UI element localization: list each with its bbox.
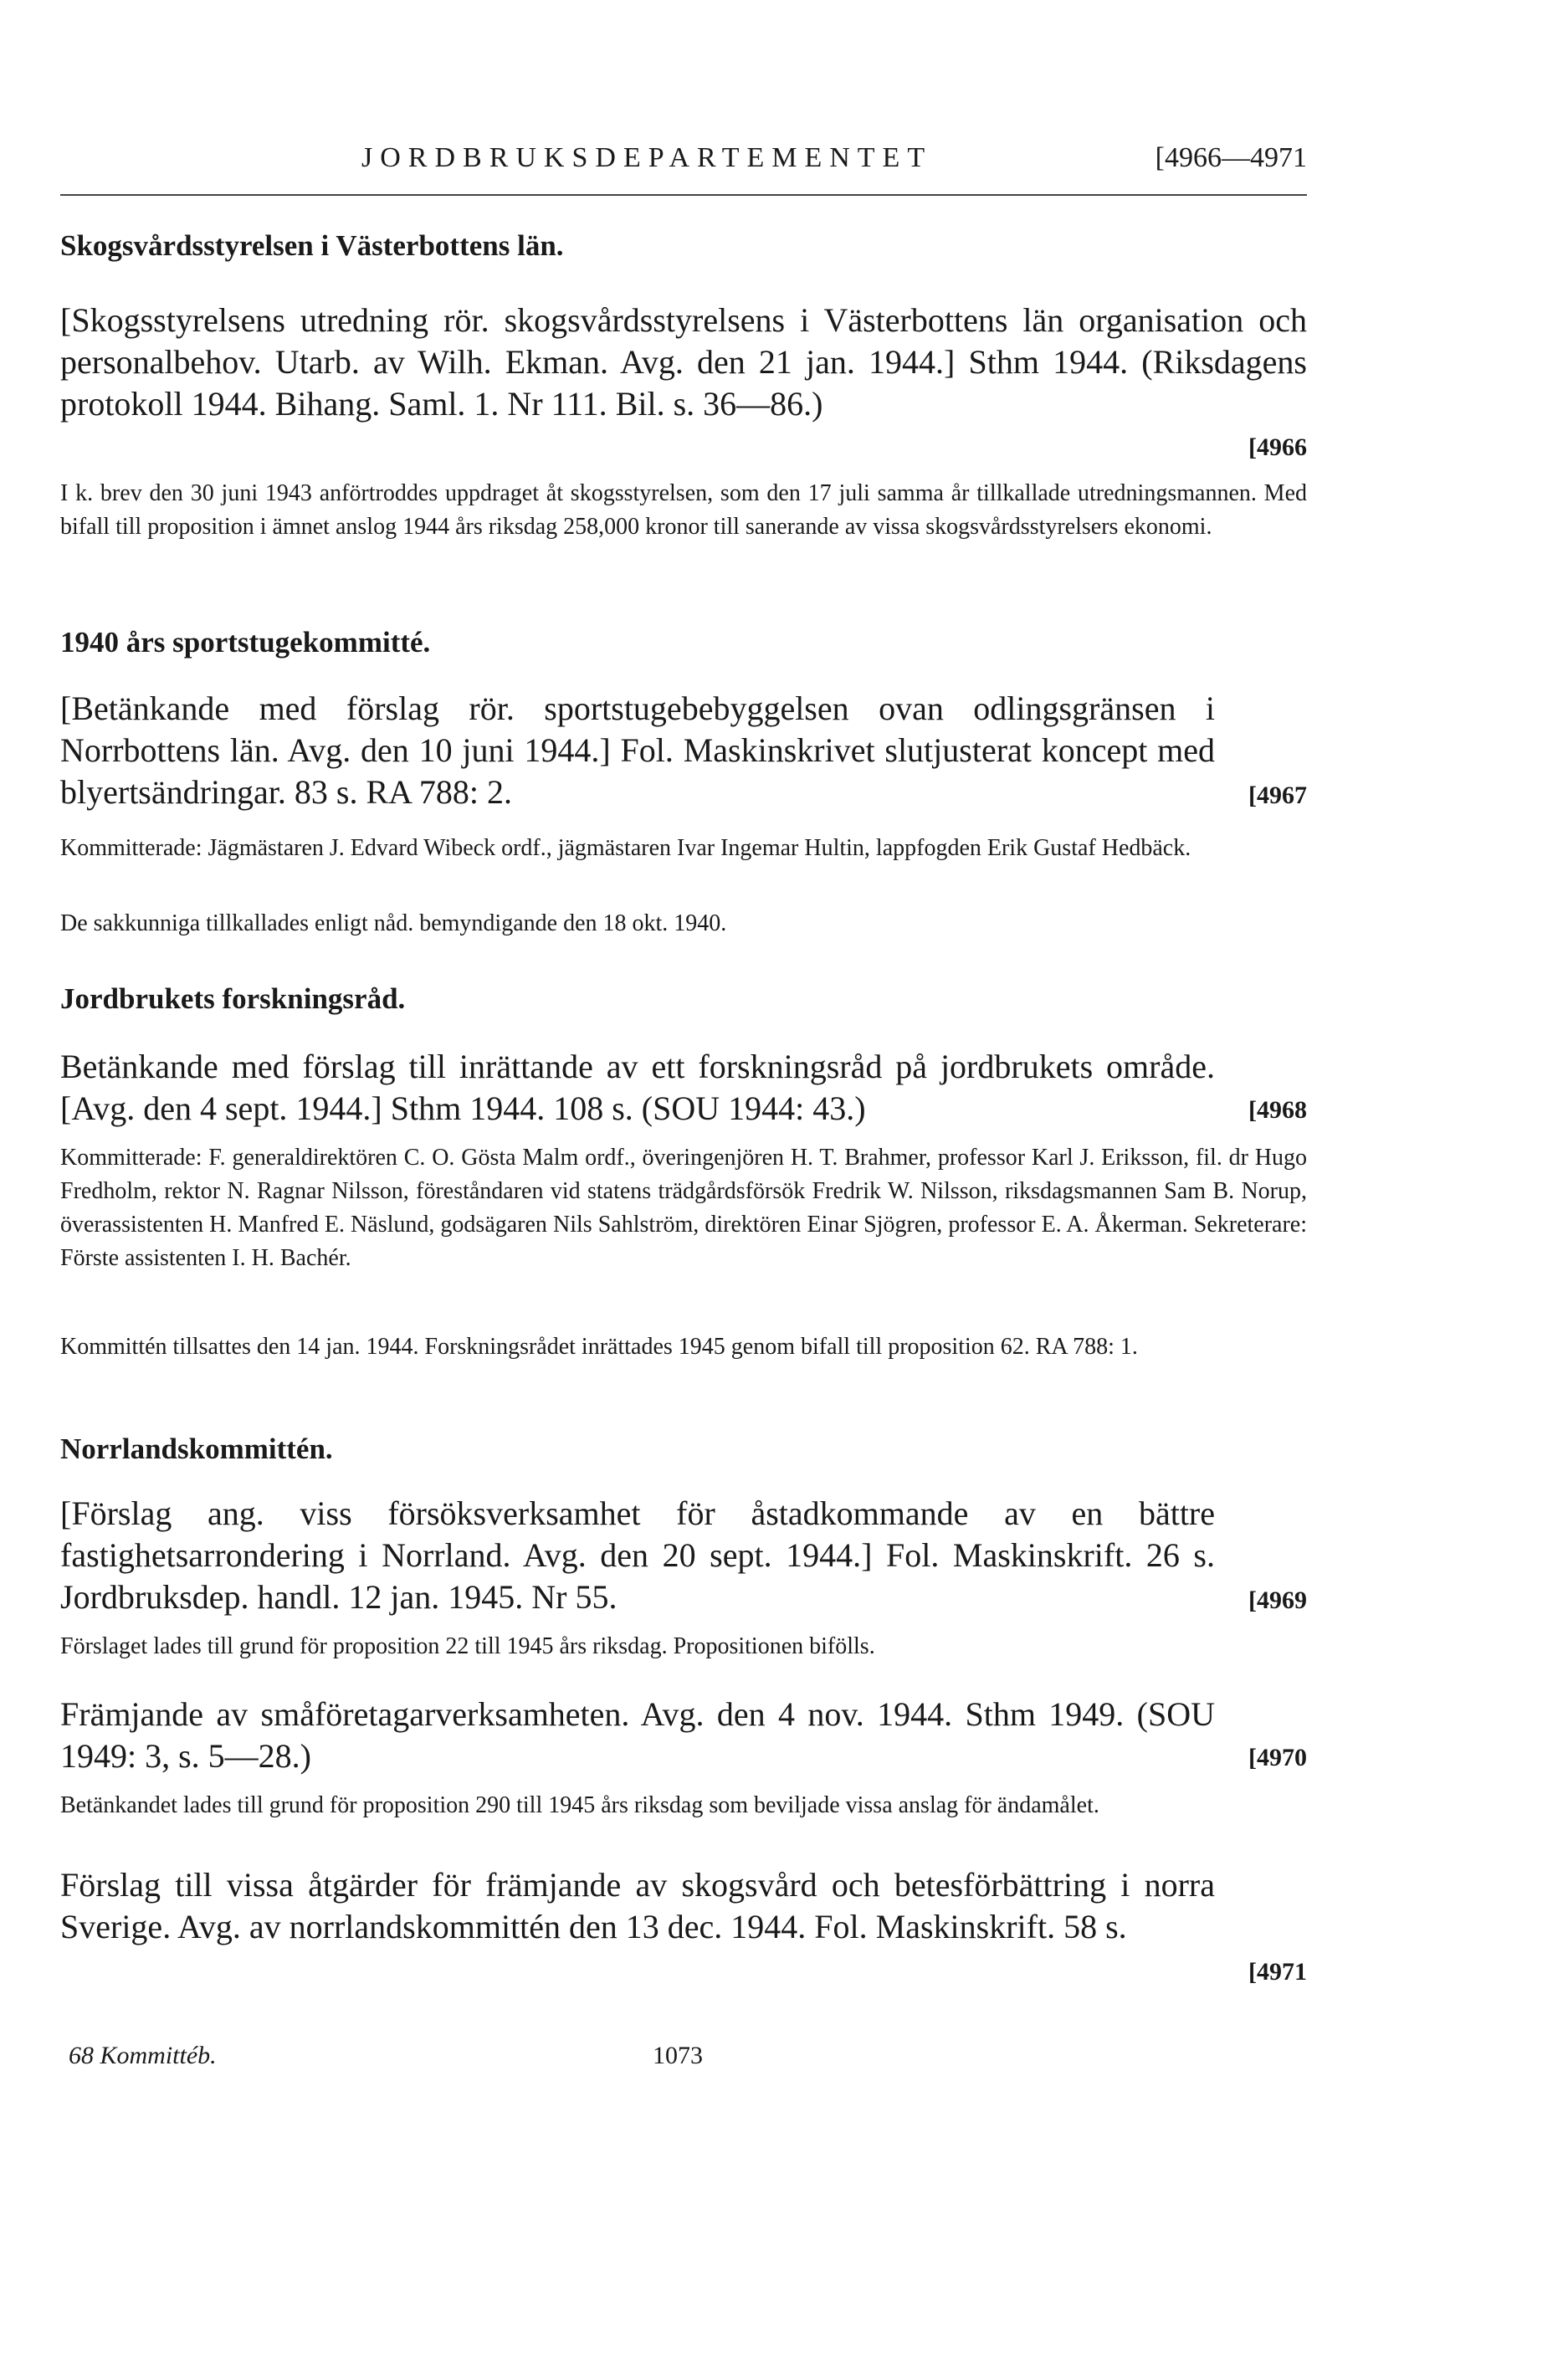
- entry-ref-4971: [4971: [1248, 1958, 1307, 1986]
- entry-note-4970: Betänkandet lades till grund för proposition 290 till 1945 års riksdag som beviljade vissa anslag för ändamålet.: [60, 1792, 1099, 1818]
- entry-note-4968-members: Kommitterade: F. generaldirektören C. O. Gösta Malm ordf., överingenjören H. T. Brahmer, professor Karl J. Eriksson, fil. dr Hugo Fredholm, rektor N. Ragnar Nilsson, föreståndaren vid statens trädgårdsförsök Fredrik W. Nilsson, riksdagsmannen Sam B. Norup, överassistenten H. Manfred E. Näslund, godsägaren Nils Sahlström, direktören Einar Sjögren, professor E. A. Åkerman. Sekreterare: Förste assistenten I. H. Bachér.: [60, 1145, 1307, 1271]
- entry-range: [4966—4971: [1155, 142, 1307, 173]
- entry-ref-4966: [4966: [1248, 433, 1307, 461]
- page-footer: [60, 2042, 1307, 2084]
- section-heading-norrlandskommitten: Norrlandskommittén.: [60, 1433, 333, 1465]
- entry-ref-4968: [4968: [1248, 1096, 1307, 1124]
- running-title: JORDBRUKSDEPARTEMENTET: [361, 142, 933, 173]
- entry-note-4966: I k. brev den 30 juni 1943 anförtroddes uppdraget åt skogsstyrelsen, som den 17 juli samma år tillkallade utredningsmannen. Med bifall till proposition i ämnet anslog 1944 års riksdag 258,000 kronor till sanerande av vissa skogsvårdsstyrelsers ekonomi.: [60, 480, 1307, 540]
- entry-note-4967-appointment: De sakkunniga tillkallades enligt nåd. bemyndigande den 18 okt. 1940.: [60, 910, 727, 936]
- section-heading-sportstugekommitte: 1940 års sportstugekommitté.: [60, 626, 431, 659]
- entry-title-4967: [Betänkande med förslag rör. sportstugebebyggelsen ovan odlingsgränsen i Norrbottens län. Avg. den 10 juni 1944.] Fol. Maskinskrivet slutjusterat koncept med blyertsändringar. 83 s. RA 788: 2.: [60, 689, 1215, 811]
- entry-title-4971: Förslag till vissa åtgärder för främjande av skogsvård och betesförbättring i norra Sverige. Avg. av norrlandskommittén den 13 dec. 1944. Fol. Maskinskrift. 58 s.: [60, 1866, 1215, 1945]
- entry-note-4969: Förslaget lades till grund för proposition 22 till 1945 års riksdag. Propositionen bifölls.: [60, 1633, 875, 1659]
- section-heading-forskningsrad: Jordbrukets forskningsråd.: [60, 982, 406, 1015]
- entry-title-4969: [Förslag ang. viss försöksverksamhet för åstadkommande av en bättre fastighetsarrondering i Norrland. Avg. den 20 sept. 1944.] Fol. Maskinskrift. 26 s. Jordbruksdep. handl. 12 jan. 1945. Nr 55.: [60, 1494, 1215, 1616]
- page-number: 1073: [653, 2042, 703, 2069]
- header-rule: [60, 194, 1307, 196]
- entry-ref-4969: [4969: [1248, 1586, 1307, 1614]
- entry-title-4966: [Skogsstyrelsens utredning rör. skogsvårdsstyrelsens i Västerbottens län organisation och personalbehov. Utarb. av Wilh. Ekman. Avg. den 21 jan. 1944.] Sthm 1944. (Riksdagens protokoll 1944. Bihang. Saml. 1. Nr 111. Bil. s. 36—86.): [60, 301, 1307, 423]
- entry-ref-4967: [4967: [1248, 782, 1307, 809]
- section-heading-skogsvardsstyrelsen: Skogsvårdsstyrelsen i Västerbottens län.: [60, 229, 564, 262]
- entry-note-4968-appointment: Kommittén tillsattes den 14 jan. 1944. Forskningsrådet inrättades 1945 genom bifall till proposition 62. RA 788: 1.: [60, 1334, 1138, 1360]
- running-head: [60, 142, 1307, 192]
- entry-title-4968: Betänkande med förslag till inrättande av ett forskningsråd på jordbrukets område. [Avg. den 4 sept. 1944.] Sthm 1944. 108 s. (SOU 1944: 43.): [60, 1048, 1215, 1127]
- entry-title-4970: Främjande av småföretagarverksamheten. Avg. den 4 nov. 1944. Sthm 1949. (SOU 1949: 3, s. 5—28.): [60, 1695, 1215, 1775]
- entry-note-4967-members: Kommitterade: Jägmästaren J. Edvard Wibeck ordf., jägmästaren Ivar Ingemar Hultin, lappfogden Erik Gustaf Hedbäck.: [60, 835, 1191, 861]
- entry-ref-4970: [4970: [1248, 1744, 1307, 1771]
- signature-mark: 68 Kommittéb.: [69, 2042, 217, 2069]
